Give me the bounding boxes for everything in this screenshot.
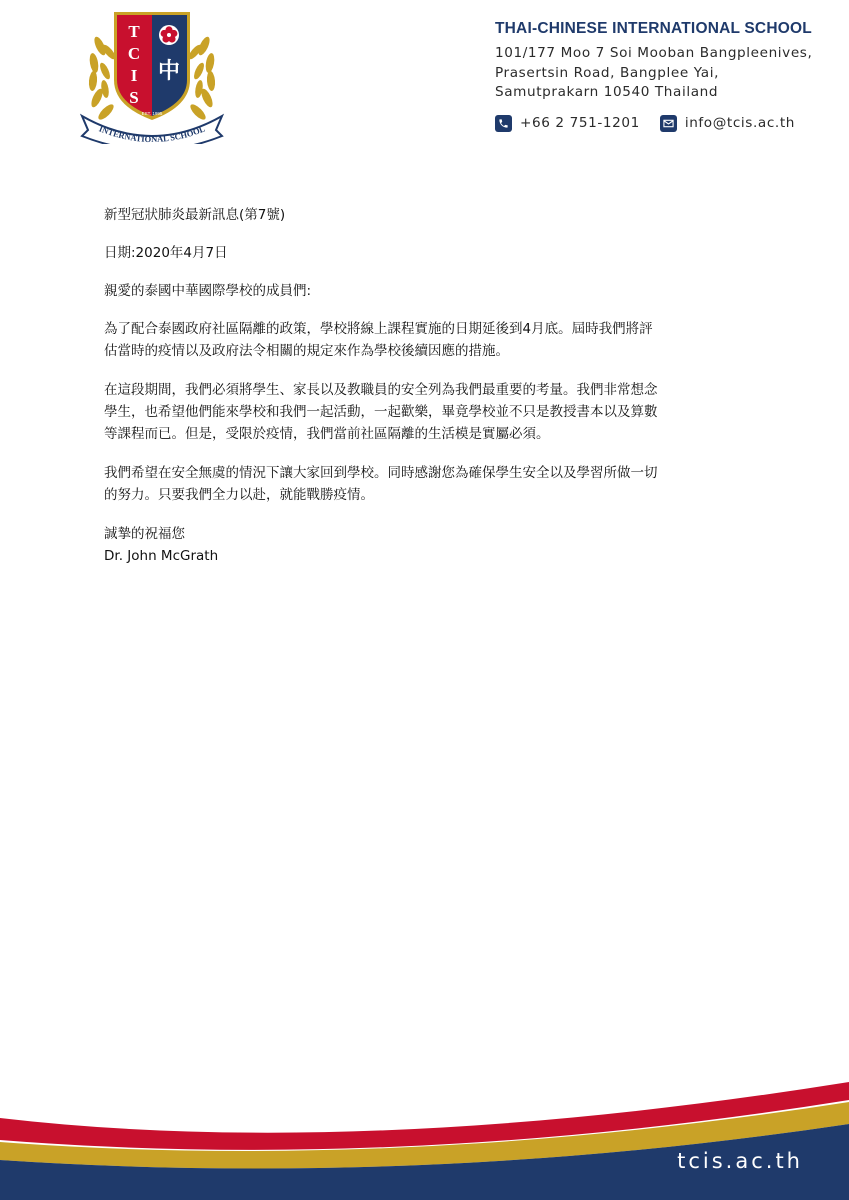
contact-row: [495, 115, 840, 132]
paragraph-3-line-1: 我們希望在安全無虞的情況下讓大家回到學校。同時感謝您為確保學生安全以及學習所做一切: [104, 465, 658, 481]
letter-date: 日期:2020年4月7日: [104, 245, 228, 261]
crest-letter-s: S: [129, 88, 139, 107]
paragraph-2: [104, 379, 754, 445]
phone-icon: [495, 115, 512, 132]
paragraph-3-line-2: 的努力。只要我們全力以赴，就能戰勝疫情。: [104, 487, 374, 503]
crest-est: EST. 1995: [141, 111, 163, 116]
email-address[interactable]: info@tcis.ac.th: [684, 115, 795, 131]
school-name: THAI-CHINESE INTERNATIONAL SCHOOL: [495, 20, 812, 37]
address-line-2: Prasertsin Road, Bangplee Yai,: [495, 64, 720, 81]
crest-letter-t: T: [128, 22, 140, 41]
address-line-3: Samutprakarn 10540 Thailand: [495, 84, 719, 100]
school-logo: [78, 8, 226, 144]
footer-swoosh: [0, 1060, 849, 1200]
paragraph-3: [104, 462, 754, 506]
paragraph-1: [104, 318, 754, 362]
school-address: [495, 44, 840, 103]
phone-number[interactable]: +66 2 751-1201: [520, 115, 640, 131]
laurel-right-icon: [187, 35, 216, 122]
address-line-1: 101/177 Moo 7 Soi Mooban Bangpleenives,: [495, 45, 813, 61]
crest-chinese-char: 中: [157, 59, 181, 84]
mail-icon: [660, 115, 677, 132]
letter-greeting: 親愛的泰國中華國際學校的成員們:: [104, 283, 312, 299]
paragraph-2-line-3: 等課程而已。但是，受限於疫情，我們當前社區隔離的生活模是實屬必須。: [104, 426, 550, 442]
school-header: [495, 20, 840, 132]
footer-url[interactable]: tcis.ac.th: [677, 1149, 803, 1173]
ribbon-text: INTERNATIONAL SCHOOL: [97, 123, 207, 144]
paragraph-2-line-1: 在這段期間，我們必須將學生、家長以及教職員的安全列為我們最重要的考量。我們非常想念: [104, 382, 658, 398]
paragraph-1-line-1: 為了配合泰國政府社區隔離的政策，學校將線上課程實施的日期延後到4月底。屆時我們將評: [104, 321, 653, 337]
letter-body: [104, 204, 754, 567]
crest-letter-c: C: [127, 44, 141, 63]
paragraph-1-line-2: 估當時的疫情以及政府法令相關的規定來作為學校後續因應的措施。: [104, 343, 509, 359]
letter-title: 新型冠狀肺炎最新訊息(第7號): [104, 207, 286, 223]
laurel-left-icon: [88, 35, 117, 122]
letter-closing: 誠摯的祝福您: [104, 526, 185, 542]
crest-letter-i: I: [130, 66, 138, 85]
letter-signature: Dr. John McGrath: [104, 548, 219, 564]
paragraph-2-line-2: 學生，也希望他們能來學校和我們一起活動，一起歡樂，畢竟學校並不只是教授書本以及算數: [104, 404, 658, 420]
plum-blossom-icon: [159, 25, 179, 45]
